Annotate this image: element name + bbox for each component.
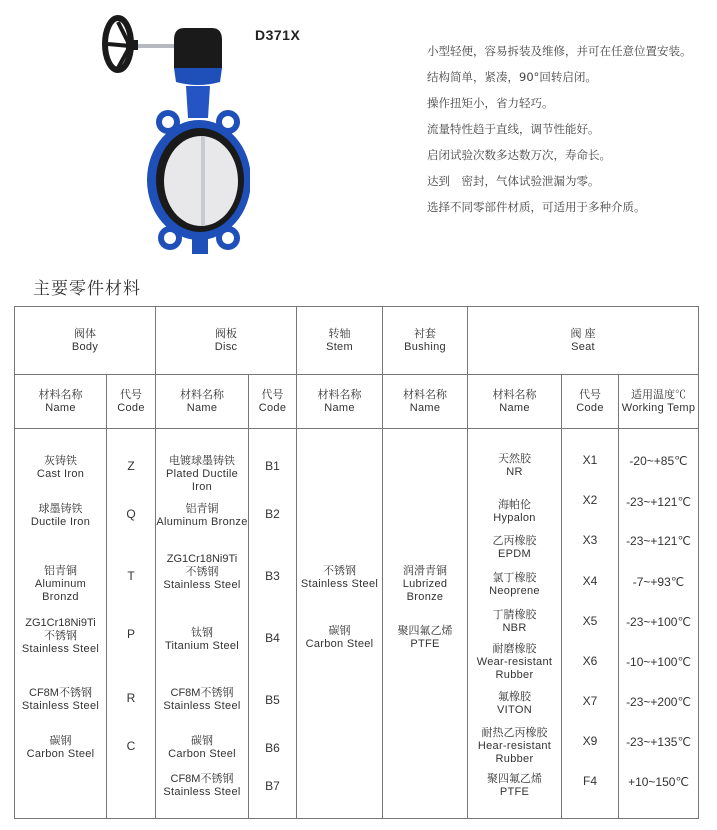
code: X6 xyxy=(582,654,598,668)
group-body: 阀体 Body xyxy=(15,307,156,375)
code: B3 xyxy=(265,569,280,583)
code: Q xyxy=(126,507,136,521)
list-item: 电镀球墨铸铁 Plated Ductile Iron xyxy=(165,455,239,493)
list-item: 氯丁橡胶 Neoprene xyxy=(489,572,540,597)
col-stem-name: 材料名称 Name xyxy=(297,375,383,429)
sub-header-row xyxy=(15,375,699,429)
col-seat-temp: 适用温度℃ Working Temp xyxy=(619,375,699,429)
temp: -10~+100℃ xyxy=(626,655,691,669)
bushing-cell xyxy=(383,429,468,819)
code: F4 xyxy=(582,774,597,788)
list-item: 聚四氟乙烯 PTFE xyxy=(397,625,453,650)
temp: -7~+93℃ xyxy=(632,575,685,589)
list-item: ZG1Cr18Ni9Ti 不锈钢 Stainless Steel xyxy=(21,617,100,655)
code: B4 xyxy=(265,631,280,645)
feature-item: 结构简单，紧凑，90°回转启闭。 xyxy=(427,70,597,84)
list-item: 钛钢 Titanium Steel xyxy=(164,627,240,652)
butterfly-valve-image xyxy=(100,8,250,260)
code: X2 xyxy=(582,493,598,507)
temp: -23~+135℃ xyxy=(626,735,691,749)
code: R xyxy=(126,691,136,705)
list-item: 球墨铸铁 Ductile Iron xyxy=(30,503,91,528)
list-item: ZG1Cr18Ni9Ti 不锈钢 Stainless Steel xyxy=(163,553,241,591)
group-seat: 阀 座 Seat xyxy=(468,307,699,375)
seat-codes-cell xyxy=(562,429,619,819)
seat-names-cell xyxy=(468,429,562,819)
code: B2 xyxy=(265,507,280,521)
group-disc: 阀板 Disc xyxy=(156,307,297,375)
list-item: 碳钢 Carbon Steel xyxy=(26,735,95,760)
list-item: CF8M不锈钢 Stainless Steel xyxy=(163,773,241,798)
list-item: 铝青铜 Aluminum Bronze xyxy=(156,503,248,528)
materials-table xyxy=(14,306,699,819)
list-item: 耐磨橡胶 Wear-resistant Rubber xyxy=(476,643,553,681)
body-codes-cell xyxy=(107,429,156,819)
code: X3 xyxy=(582,533,598,547)
code: P xyxy=(126,627,135,641)
list-item: 碳钢 Carbon Steel xyxy=(305,625,374,650)
temp: -23~+121℃ xyxy=(626,534,691,548)
code: B6 xyxy=(265,741,280,755)
body-names-cell xyxy=(15,429,107,819)
col-body-code: 代号 Code xyxy=(107,375,156,429)
seat-temps-cell xyxy=(619,429,699,819)
list-item: 海帕伦 Hypalon xyxy=(493,499,536,524)
feature-item: 选择不同零部件材质，可适用于多种介质。 xyxy=(427,200,646,214)
col-body-name: 材料名称 Name xyxy=(15,375,107,429)
code: T xyxy=(127,569,135,583)
temp: +10~150℃ xyxy=(628,775,689,789)
list-item: 碳钢 Carbon Steel xyxy=(168,735,236,760)
disc-names-cell xyxy=(156,429,249,819)
data-row xyxy=(15,429,699,819)
feature-list xyxy=(427,42,692,224)
temp: -20~+85℃ xyxy=(629,454,688,468)
code: X5 xyxy=(582,614,598,628)
list-item: 聚四氟乙烯 PTFE xyxy=(487,773,542,798)
section-title: 主要零件材料 xyxy=(33,279,141,299)
list-item: 润滑青铜 Lubrized Bronze xyxy=(402,565,448,603)
col-disc-name: 材料名称 Name xyxy=(156,375,249,429)
list-item: 氟橡胶 VITON xyxy=(497,691,532,716)
feature-item: 小型轻便，容易拆装及维修，并可在任意位置安装。 xyxy=(427,44,692,58)
feature-item: 启闭试验次数多达数万次，寿命长。 xyxy=(427,148,611,162)
temp: -23~+100℃ xyxy=(626,615,691,629)
list-item: 不锈钢 Stainless Steel xyxy=(300,565,379,590)
code: Z xyxy=(127,459,135,473)
list-item: 丁腈橡胶 NBR xyxy=(492,609,537,634)
feature-item: 达到 密封，气体试验泄漏为零。 xyxy=(427,174,600,188)
code: B1 xyxy=(265,459,280,473)
col-disc-code: 代号 Code xyxy=(249,375,297,429)
feature-item: 操作扭矩小，省力轻巧。 xyxy=(427,96,554,110)
model-number: D371X xyxy=(255,27,301,43)
code: B5 xyxy=(265,693,280,707)
col-seat-code: 代号 Code xyxy=(562,375,619,429)
list-item: 耐热乙丙橡胶 Hear-resistant Rubber xyxy=(477,727,552,765)
list-item: 天然胶 NR xyxy=(498,453,531,478)
code: X7 xyxy=(582,694,598,708)
group-header-row xyxy=(15,307,699,375)
code: X4 xyxy=(582,574,598,588)
list-item: CF8M不锈钢 Stainless Steel xyxy=(163,687,241,712)
group-stem: 转轴 Stem xyxy=(297,307,383,375)
stem-cell xyxy=(297,429,383,819)
list-item: 铝青铜 Aluminum Bronzd xyxy=(34,565,87,603)
temp: -23~+121℃ xyxy=(626,495,691,509)
list-item: CF8M不锈钢 Stainless Steel xyxy=(21,687,100,712)
col-bushing-name: 材料名称 Name xyxy=(383,375,468,429)
temp: -23~+200℃ xyxy=(626,695,691,709)
code: C xyxy=(126,739,136,753)
group-bushing: 衬套 Bushing xyxy=(383,307,468,375)
code: B7 xyxy=(265,779,280,793)
handwheel-icon xyxy=(105,18,138,70)
feature-item: 流量特性趋于直线，调节性能好。 xyxy=(427,122,600,136)
list-item: 灰铸铁 Cast Iron xyxy=(36,455,85,480)
list-item: 乙丙橡胶 EPDM xyxy=(492,535,537,560)
code: X1 xyxy=(582,453,598,467)
disc-codes-cell xyxy=(249,429,297,819)
code: X9 xyxy=(582,734,598,748)
col-seat-name: 材料名称 Name xyxy=(468,375,562,429)
